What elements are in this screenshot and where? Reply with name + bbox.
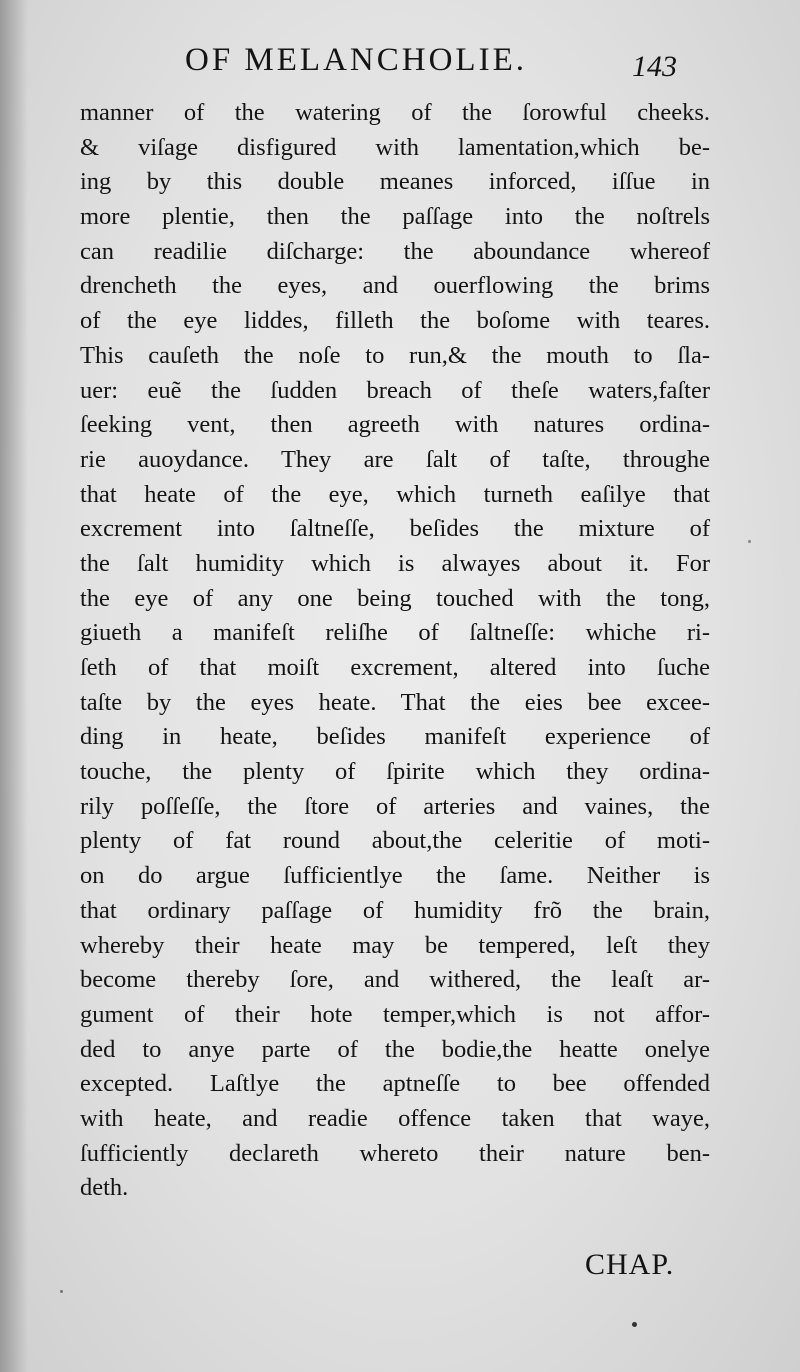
- page-number: 143: [632, 50, 677, 83]
- text-line: drencheth the eyes, and ouerflowing the brims: [80, 272, 710, 300]
- text-line: ſufficiently declareth whereto their nature ben-: [80, 1139, 710, 1167]
- text-line: ing by this double meanes inforced, iſſue in: [80, 168, 710, 196]
- text-line: with heate, and readie offence taken that waye,: [80, 1104, 710, 1132]
- text-line: become thereby ſore, and withered, the leaſt ar-: [80, 966, 710, 994]
- ink-speck: [632, 1322, 637, 1327]
- text-line: plenty of fat round about,the celeritie of moti-: [80, 827, 710, 855]
- text-line: on do argue ſufficientlye the ſame. Neither is: [80, 862, 710, 890]
- text-line: ded to anye parte of the bodie,the heatte onelye: [80, 1035, 710, 1063]
- text-line: excepted. Laſtlye the aptneſſe to bee offended: [80, 1070, 710, 1098]
- text-line: rie auoydance. They are ſalt of taſte, throughe: [80, 445, 710, 473]
- text-line: uer: euẽ the ſudden breach of theſe waters,faſter: [80, 376, 710, 404]
- text-line: whereby their heate may be tempered, leſt they: [80, 931, 710, 959]
- text-line: more plentie, then the paſſage into the noſtrels: [80, 203, 710, 231]
- text-line: that heate of the eye, which turneth eaſilye that: [80, 480, 710, 508]
- ink-speck: [748, 540, 751, 543]
- text-line: ding in heate, beſides manifeſt experience of: [80, 723, 710, 751]
- text-line: excrement into ſaltneſſe, beſides the mixture of: [80, 515, 710, 543]
- body-text: [80, 96, 710, 1206]
- text-line: rily poſſeſſe, the ſtore of arteries and vaines, the: [80, 792, 710, 820]
- text-line: gument of their hote temper,which is not affor-: [80, 1000, 710, 1028]
- text-line: & viſage disfigured with lamentation,which be-: [80, 133, 710, 161]
- binding-shadow: [0, 0, 28, 1372]
- text-line: the ſalt humidity which is alwayes about it. For: [80, 549, 710, 577]
- running-title: OF MELANCHOLIE.: [185, 42, 527, 78]
- text-line: This cauſeth the noſe to run,& the mouth to ſla-: [80, 341, 710, 369]
- catchword: CHAP.: [585, 1248, 675, 1281]
- text-line: of the eye liddes, filleth the boſome with teares.: [80, 307, 710, 335]
- text-line: ſeeking vent, then agreeth with natures ordina-: [80, 411, 710, 439]
- ink-speck: [60, 1290, 63, 1293]
- text-line: the eye of any one being touched with the tong,: [80, 584, 710, 612]
- text-line: manner of the watering of the ſorowful cheeks.: [80, 99, 710, 126]
- text-line: deth.: [80, 1174, 129, 1202]
- text-line: taſte by the eyes heate. That the eies bee excee-: [80, 688, 710, 716]
- text-line: can readilie diſcharge: the aboundance whereof: [80, 237, 710, 265]
- text-line: giueth a manifeſt reliſhe of ſaltneſſe: whiche ri-: [80, 619, 710, 647]
- text-line: that ordinary paſſage of humidity frõ the brain,: [80, 896, 710, 924]
- text-line: touche, the plenty of ſpirite which they ordina-: [80, 758, 710, 786]
- text-line: ſeth of that moiſt excrement, altered into ſuche: [80, 654, 710, 681]
